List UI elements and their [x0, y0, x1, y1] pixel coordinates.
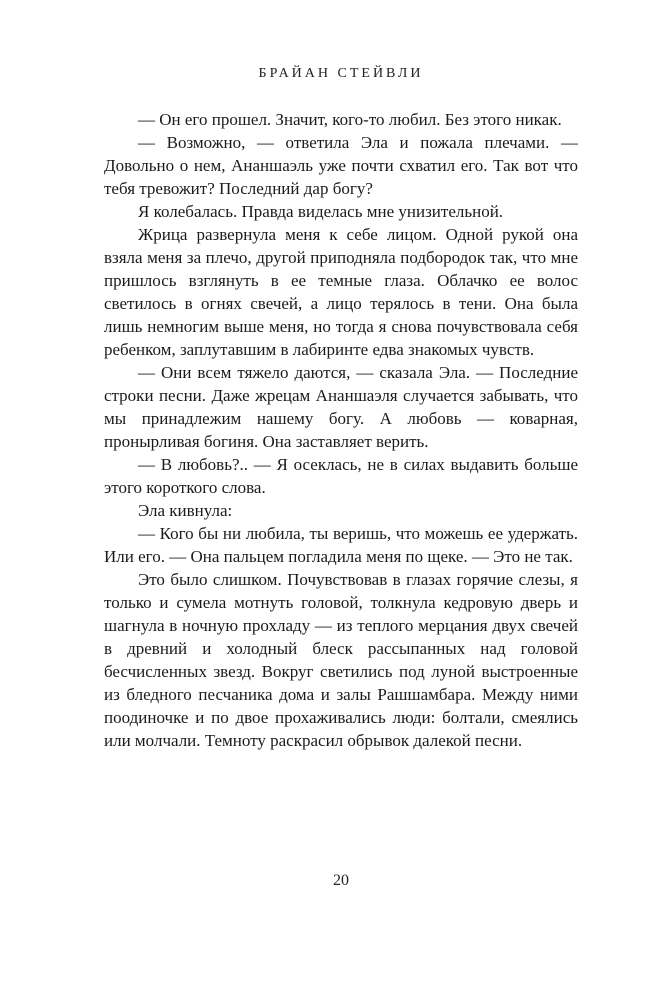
paragraph: Это было слишком. Почувствовав в глазах горячие слезы, я только и сумела мотнуть головой, толкнула кедровую дверь и шагнула в ночную прохладу — из теплого мерцания двух свечей в древний и холодный блеск рассыпанных над головой бесчисленных звезд. Вокруг светились под луной выстроенные из бледного песчаника дома и залы Рашшамбара. Между ними поодиночке и по двое прохаживались люди: болтали, смеялись или молчали. Темноту раскрасил обрывок далекой песни.	[104, 570, 578, 750]
paragraph: — Кого бы ни любила, ты веришь, что можешь ее удержать. Или его. — Она пальцем погладила меня по щеке. — Это не так.	[104, 524, 578, 566]
page-number: 20	[333, 872, 349, 889]
body-text	[104, 108, 578, 752]
paragraph: — Возможно, — ответила Эла и пожала плечами. — Довольно о нем, Ананшаэль уже почти схватил его. Так вот что тебя тревожит? Последний дар богу?	[104, 133, 578, 198]
paragraph: — В любовь?.. — Я осеклась, не в силах выдавить больше этого короткого слова.	[104, 455, 578, 497]
paragraph: Эла кивнула:	[138, 501, 233, 520]
paragraph: Я колебалась. Правда виделась мне унизительной.	[138, 202, 504, 221]
paragraph: Жрица развернула меня к себе лицом. Одной рукой она взяла меня за плечо, другой приподняла подбородок так, что мне пришлось взглянуть в ее темные глаза. Облачко ее волос светилось в огнях свечей, а лицо терялось в тени. Она была лишь немногим выше меня, но тогда я снова почувствовала себя ребенком, заплутавшим в лабиринте едва знакомых чувств.	[104, 225, 578, 359]
paragraph: — Они всем тяжело даются, — сказала Эла. — Последние строки песни. Даже жрецам Ананшаэля случается забывать, что мы принадлежим нашему богу. А любовь — коварная, пронырливая богиня. Она заставляет верить.	[104, 363, 578, 451]
paragraph: — Он его прошел. Значит, кого-то любил. Без этого никак.	[138, 110, 562, 129]
running-head-author: БРАЙАН СТЕЙВЛИ	[258, 66, 424, 81]
